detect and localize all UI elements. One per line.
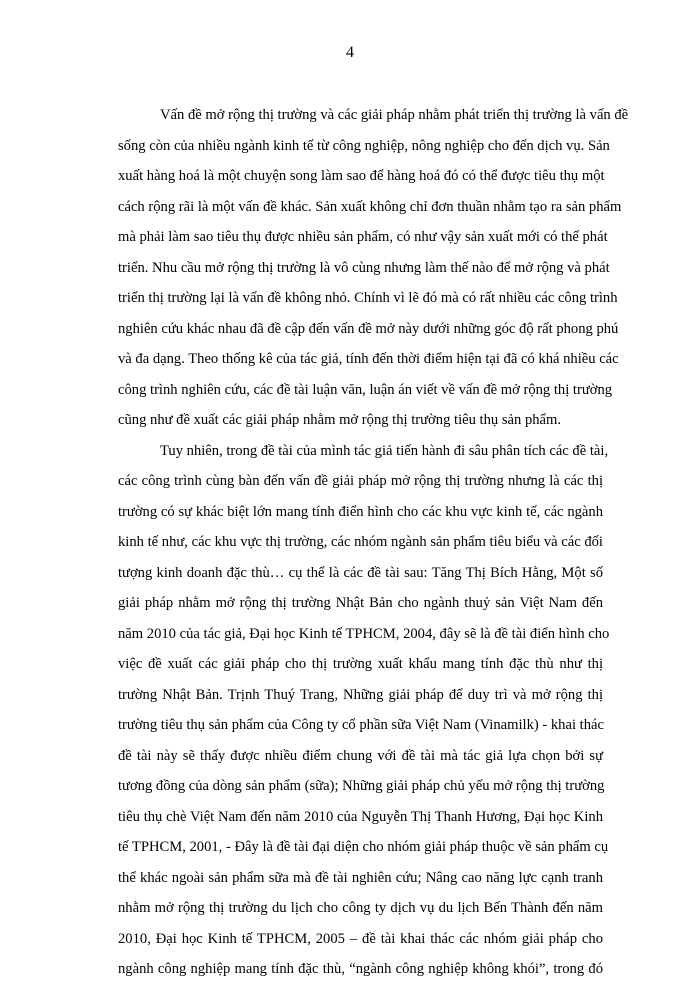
paragraph-2-line: các công trình cùng bàn đến vấn đề giải pháp mở rộng thị trường nhưng là các thị (118, 473, 603, 489)
paragraph-2-line: tiêu thụ chè Việt Nam đến năm 2010 của Nguyễn Thị Thanh Hương, Đại học Kinh (118, 808, 603, 825)
paragraph-2-line: Tuy nhiên, trong đề tài của mình tác giả tiến hành đi sâu phân tích các đề tài, (160, 442, 609, 459)
paragraph-1-line: triển. Nhu cầu mở rộng thị trường là vô cùng nhưng làm thế nào để mở rộng và phát (118, 259, 610, 276)
paragraph-2-line: tương đồng của dòng sản phẩm (sữa); Những giải pháp chủ yếu mở rộng thị trường (118, 778, 605, 794)
paragraph-1-line: Vấn đề mở rộng thị trường và các giải pháp nhằm phát triển thị trường là vấn đề (160, 107, 629, 123)
paragraph-2-line: trường Nhật Bản. Trịnh Thuý Trang, Những giải pháp để duy trì và mở rộng thị (118, 686, 603, 703)
document-body (118, 100, 629, 985)
paragraph-1-line: triển thị trường lại là vấn đề không nhỏ. Chính vì lẽ đó mà có rất nhiều các công trình (118, 290, 618, 306)
paragraph-1-line: và đa dạng. Theo thống kê của tác giả, tính đến thời điểm hiện tại đã có khá nhiều các (118, 351, 619, 367)
paragraph-1-line: nghiên cứu khác nhau đã đề cập đến vấn đề mở này dưới những góc độ rất phong phú (118, 320, 619, 337)
paragraph-2-line: việc đề xuất các giải pháp cho thị trường xuất khẩu mang tính đặc thù như thị (118, 656, 603, 672)
paragraph-1-line: mà phải làm sao tiêu thụ được nhiều sản phẩm, có như vậy sản xuất mới có thể phát (118, 229, 608, 245)
paragraph-1-line: công trình nghiên cứu, các đề tài luận văn, luận án viết về vấn đề mở rộng thị trường (118, 381, 613, 398)
paragraph-2-line: ngành công nghiệp mang tính đặc thù, “ngành công nghiệp không khói”, trong đó (118, 961, 603, 977)
paragraph-2-line: 2010, Đại học Kinh tế TPHCM, 2005 – đề tài khai thác các nhóm giải pháp cho (118, 930, 603, 947)
page-number: 4 (346, 44, 354, 61)
paragraph-2-line: kinh tế như, các khu vực thị trường, các nhóm ngành sản phẩm tiêu biểu và các đối (118, 534, 603, 550)
paragraph-1-line: cũng như đề xuất các giải pháp nhằm mở rộng thị trường tiêu thụ sản phẩm. (118, 412, 562, 428)
paragraph-2-line: trường tiêu thụ sản phẩm của Công ty cổ phần sữa Việt Nam (Vinamilk) - khai thác (118, 717, 604, 733)
paragraph-2-line: đề tài này sẽ thấy được nhiều điểm chung với đề tài mà tác giả lựa chọn bởi sự (118, 747, 603, 764)
paragraph-2-line: năm 2010 của tác giả, Đại học Kinh tế TPHCM, 2004, đây sẽ là đề tài điển hình cho (118, 625, 610, 642)
paragraph-1-line: xuất hàng hoá là một chuyện song làm sao để hàng hoá đó có thể được tiêu thụ một (118, 168, 605, 184)
paragraph-2-line: tượng kinh doanh đặc thù… cụ thể là các đề tài sau: Tăng Thị Bích Hằng, Một số (118, 564, 603, 581)
paragraph-2-line: tế TPHCM, 2001, - Đây là đề tài đại diện cho nhóm giải pháp thuộc về sản phẩm cụ (118, 839, 609, 855)
paragraph-2-line: thể khác ngoài sản phẩm sữa mà đề tài nghiên cứu; Nâng cao năng lực cạnh tranh (118, 869, 603, 886)
paragraph-2-line: trường có sự khác biệt lớn mang tính điển hình cho các khu vực kinh tế, các ngành (118, 503, 603, 520)
paragraph-2-line: nhằm mở rộng thị trường du lịch cho công ty dịch vụ du lịch Bến Thành đến năm (118, 900, 603, 916)
paragraph-1-line: cách rộng rãi là một vấn đề khác. Sản xuất không chỉ đơn thuần nhằm tạo ra sản phẩm (118, 198, 622, 215)
paragraph-1-line: sống còn của nhiều ngành kinh tế từ công nghiệp, nông nghiệp cho đến dịch vụ. Sản (118, 137, 610, 154)
paragraph-2-line: giải pháp nhằm mở rộng thị trường Nhật Bản cho ngành thuỷ sản Việt Nam đến (118, 595, 603, 611)
